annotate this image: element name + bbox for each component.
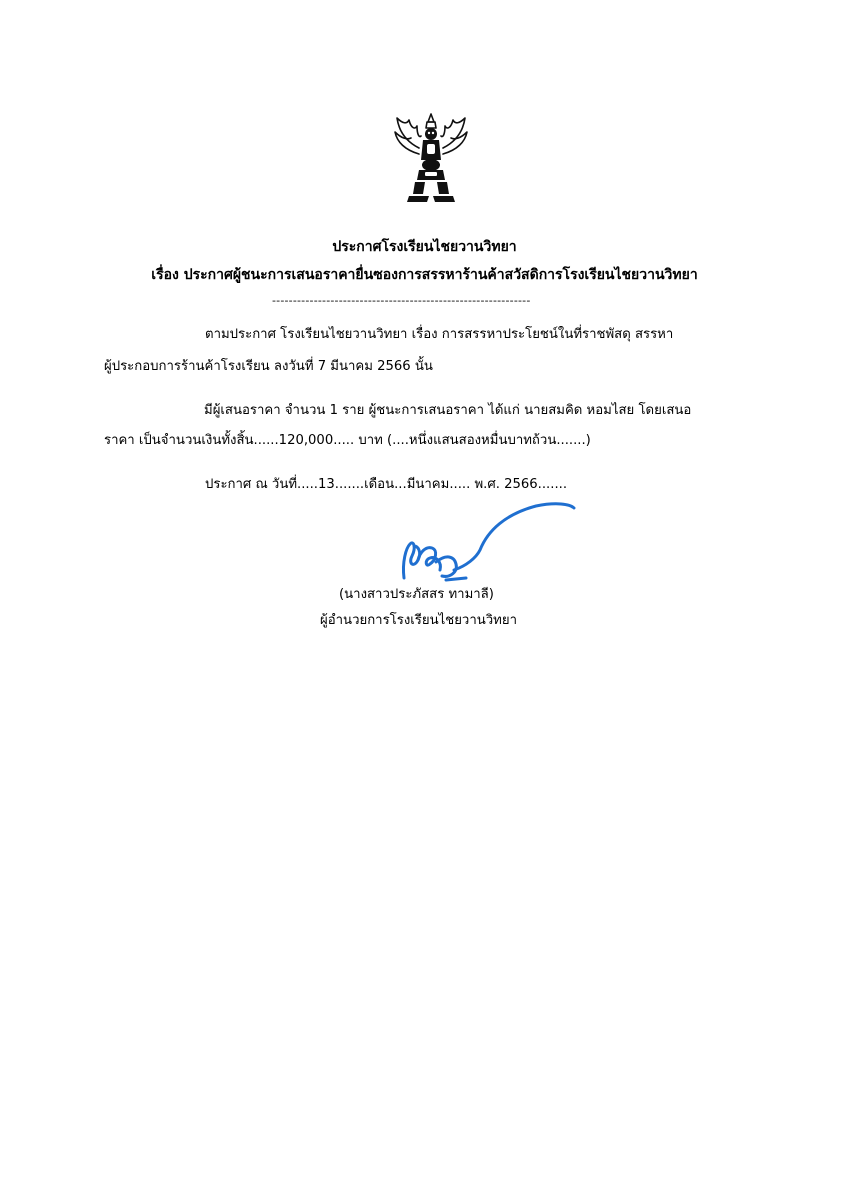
paragraph2-line2: ราคา เป็นจำนวนเงินทั้งสิ้น......120,000..... บาท (....หนึ่งแสนสองหมื่นบาทถ้วน.......)	[104, 433, 591, 448]
signer-name: (นางสาวประภัสสร ทามาลี)	[339, 587, 494, 602]
announcement-title: ประกาศโรงเรียนไชยวานวิทยา	[332, 239, 517, 255]
paragraph2-line1: มีผู้เสนอราคา จำนวน 1 ราย ผู้ชนะการเสนอราคา ได้แก่ นายสมคิด หอมไสย โดยเสนอ	[204, 403, 692, 418]
separator-line: --------------------------------------------------------------	[272, 294, 531, 307]
paragraph1-line1: ตามประกาศ โรงเรียนไชยวานวิทยา เรื่อง การสรรหาประโยชน์ในที่ราชพัสดุ สรรหา	[205, 327, 674, 342]
announcement-date: ประกาศ ณ วันที่.....13.......เดือน...มีนาคม..... พ.ศ. 2566.......	[205, 477, 568, 492]
signature-icon	[396, 500, 578, 586]
signer-position: ผู้อำนวยการโรงเรียนไชยวานวิทยา	[320, 613, 517, 628]
garuda-emblem-icon	[389, 110, 473, 206]
announcement-subject: เรื่อง ประกาศผู้ชนะการเสนอราคายื่นซองการสรรหาร้านค้าสวัสดิการโรงเรียนไชยวานวิทยา	[151, 267, 698, 283]
paragraph1-line2: ผู้ประกอบการร้านค้าโรงเรียน ลงวันที่ 7 มีนาคม 2566 นั้น	[104, 359, 433, 374]
